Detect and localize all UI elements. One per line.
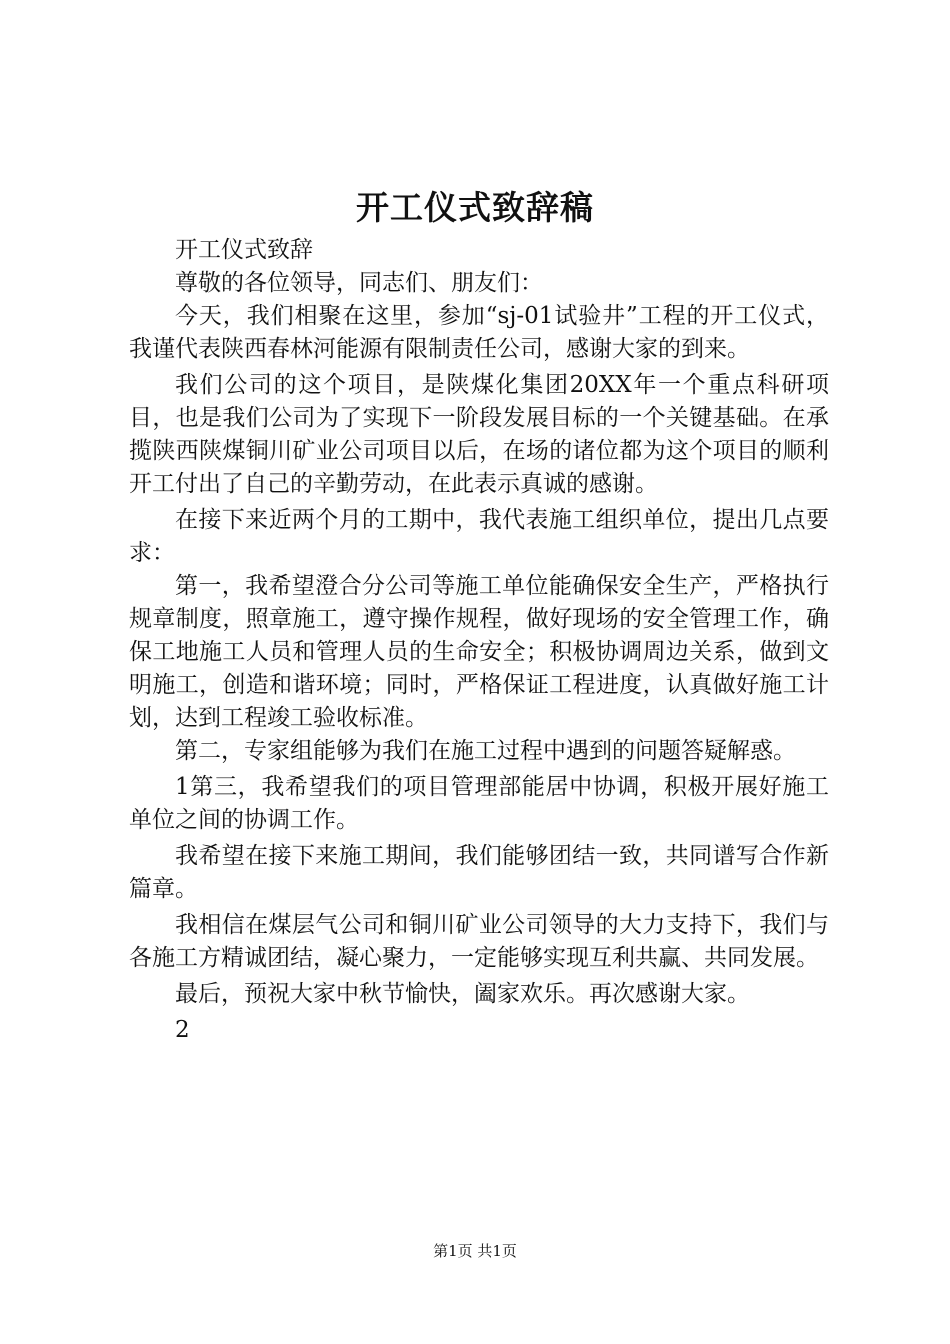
paragraph-second-requirement: 第二，专家组能够为我们在施工过程中遇到的问题答疑解惑。 (175, 738, 796, 764)
paragraph-closing: 最后，预祝大家中秋节愉快，阖家欢乐。再次感谢大家。 (175, 981, 750, 1007)
document-body (129, 234, 829, 1047)
paragraph-subtitle: 开工仪式致辞 (175, 237, 313, 263)
paragraph-unity: 我希望在接下来施工期间，我们能够团结一致，共同谱写合作新篇章。 (129, 843, 829, 902)
paragraph-requirements-intro: 在接下来近两个月的工期中，我代表施工组织单位，提出几点要求： (129, 507, 829, 566)
paragraph-support: 我相信在煤层气公司和铜川矿业公司领导的大力支持下，我们与各施工方精诚团结，凝心聚力，一定能够实现互利共赢、共同发展。 (129, 912, 829, 971)
paragraph-page-marker: 2 (175, 1017, 190, 1043)
paragraph-project: 我们公司的这个项目，是陕煤化集团20XX年一个重点科研项目，也是我们公司为了实现下一阶段发展目标的一个关键基础。在承揽陕西陕煤铜川矿业公司项目以后，在场的诸位都为这个项目的顺利开工付出了自己的辛勤劳动，在此表示真诚的感谢。 (129, 372, 829, 497)
paragraph-third-requirement: 1第三，我希望我们的项目管理部能居中协调，积极开展好施工单位之间的协调工作。 (129, 774, 829, 833)
paragraph-opening: 今天，我们相聚在这里，参加“sj-01试验井”工程的开工仪式，我谨代表陕西春林河能源有限制责任公司，感谢大家的到来。 (129, 303, 829, 362)
page-footer: 第1页 共1页 (433, 1242, 517, 1260)
document-title: 开工仪式致辞稿 (356, 188, 594, 227)
paragraph-salutation: 尊敬的各位领导，同志们、朋友们： (175, 270, 543, 296)
paragraph-first-requirement: 第一，我希望澄合分公司等施工单位能确保安全生产，严格执行规章制度，照章施工，遵守操作规程，做好现场的安全管理工作，确保工地施工人员和管理人员的生命安全；积极协调周边关系，做到文明施工，创造和谐环境；同时，严格保证工程进度，认真做好施工计划，达到工程竣工验收标准。 (129, 573, 829, 731)
